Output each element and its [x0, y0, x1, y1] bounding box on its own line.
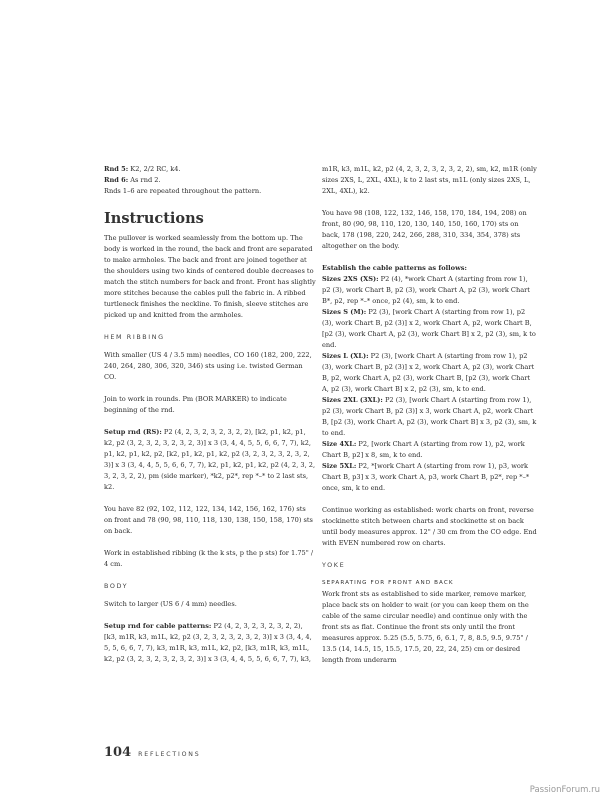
separating-paragraph: Work front sts as established to side marker, remove marker, place back sts on holder to wait (or you can keep them on the cable of the same circular needle) and continue only with the front sts as flat. Continue the front sts only until the front measures approx. 5.25 (5.5, 5.75, 6, 6.1, 7, 8, 8.5, 9.5, 9.75" / 13.5 (14, 14.5, 15, 15.5, 17.5, 20, 22, 24, 25) cm or desired length from underarm — [322, 590, 529, 664]
body-paragraph-1: Switch to larger (US 6 / 4 mm) needles. — [104, 600, 237, 608]
stitch-count-paragraph: You have 98 (108, 122, 132, 146, 158, 170, 184, 194, 208) on front, 80 (90, 98, 110, 120, 130, 140, 150, 160, 170) sts on back, 178 (198, 220, 242, 266, 288, 310, 334, 354, 378) sts altogether on the body. — [322, 209, 527, 250]
repeat-note: Rnds 1–6 are repeated throughout the pattern. — [104, 187, 262, 195]
rnd5-label: Rnd 5: — [104, 165, 129, 173]
rnd6-text: As rnd 2. — [128, 176, 161, 184]
sizes-2xl-instruction — [322, 395, 538, 439]
hem-paragraph-3: You have 82 (92, 102, 112, 122, 134, 142, 156, 162, 176) sts on front and 78 (90, 98, 110, 118, 130, 138, 150, 158, 170) sts on back. — [104, 505, 313, 535]
right-column — [322, 164, 538, 677]
setup-rnd-rs — [104, 427, 316, 493]
establish-heading — [322, 263, 538, 274]
sizes-l-instruction — [322, 351, 538, 395]
sizes-s-label: Sizes S (M): — [322, 308, 367, 316]
sizes-s-instruction — [322, 307, 538, 351]
continued-paragraph: m1R, k3, m1L, k2, p2 (4, 2, 3, 2, 3, 2, 3, 2, 2), sm, k2, m1R (only sizes 2XS, L, 2XL, 4XL), k to 2 last sts, m1L (only sizes 2XS, L, 2XL, 4XL), k2. — [322, 165, 537, 195]
intro-paragraph: The pullover is worked seamlessly from the bottom up. The body is worked in the round, the back and front are separated to make armholes. The back and front are joined together at the shoulders using two kinds of centered double decreases to match the stitch numbers for back and front. Front has slightly more stitches because the cables pull the fabric in. A ribbed turtleneck finishes the neckline. To finish, sleeve stitches are picked up and knitted from the armholes. — [104, 234, 316, 319]
left-column — [104, 164, 316, 676]
rnd5-line — [104, 164, 316, 175]
page-footer — [104, 745, 200, 760]
sizes-2xl-label: Sizes 2XL (3XL): — [322, 396, 383, 404]
watermark: PassionForum.ru — [529, 785, 600, 795]
sizes-2xs-instruction — [322, 274, 538, 307]
setup-rs-label: Setup rnd (RS): — [104, 428, 162, 436]
sizes-2xs-text: P2 (4), *work Chart A (starting from row 1), p2 (3), work Chart B, p2 (3), work Chart A, p2 (3), work Chart B*, p2, rep *–* once, p2 (4), sm, k to end. — [322, 275, 530, 305]
rnd6-label: Rnd 6: — [104, 176, 129, 184]
running-head: REFLECTIONS — [138, 751, 201, 758]
setup-rnd-cable — [104, 621, 316, 665]
sizes-s-text: P2 (3), [work Chart A (starting from row 1), p2 (3), work Chart B, p2 (3)] x 2, work Chart A, p2, work Chart B, [p2 (3), work Chart A, p2 (3), work Chart B] x 2, p2 (3), sm, k to end. — [322, 308, 536, 349]
size-4xl-label: Size 4XL: — [322, 440, 357, 448]
sizes-l-label: Sizes L (XL): — [322, 352, 369, 360]
rnd5-text: K2, 2/2 RC, k4. — [128, 165, 181, 173]
hem-paragraph-1: With smaller (US 4 / 3.5 mm) needles, CO 160 (182, 200, 222, 240, 264, 280, 306, 320, 346) sts using i.e. twisted German CO. — [104, 351, 312, 381]
sizes-2xl-text: P2 (3), [work Chart A (starting from row 1), p2 (3), work Chart B, p2 (3)] x 3, work Chart A, p2, work Chart B, [p2 (3), work Chart A, p2 (3), work Chart B] x 3, p2 (3), sm, k to end. — [322, 396, 537, 437]
setup-cable-text: P2 (4, 2, 3, 2, 3, 2, 3, 2, 2), [k3, m1R, k3, m1L, k2, p2 (3, 2, 3, 2, 3, 2, 3, 2, 3)] x 3 (3, 4, 4, 5, 5, 6, 6, 7, 7), k3, m1R, k3, m1L, k2, p2, [k3, m1R, k3, m1L, k2, p2 (3, 2, 3, 2, 3, 2, 3, 2, 3)] x 3 (3, 4, 4, 5, 5, 6, 6, 7, 7), k3, — [104, 622, 312, 663]
setup-rs-text: P2 (4, 2, 3, 2, 3, 2, 3, 2, 2), [k2, p1, k2, p1, k2, p2 (3, 2, 3, 2, 3, 2, 3, 2, 3)] x 3 (3, 4, 4, 5, 5, 6, 6, 7, 7), k2, p1, k2, p1, k2, p2, [k2, p1, k2, p1, k2, p2 (3, 2, 3, 2, 3, 2, 3, 2, 3)] x 3 (3, 4, 4, 5, 5, 6, 6, 7, 7), k2, p1, k2, p1, k2, p2 (4, 2, 3, 2, 3, 2, 3, 2, 2), pm (side marker), *k2, p2*, rep *–* to 2 last sts, k2. — [104, 428, 316, 491]
yoke-heading: YOKE — [322, 561, 346, 569]
size-4xl-text: P2, [work Chart A (starting from row 1), p2, work Chart B, p2] x 8, sm, k to end. — [322, 440, 525, 459]
size-5xl-label: Size 5XL: — [322, 462, 357, 470]
hem-ribbing-heading: HEM RIBBING — [104, 333, 165, 341]
hem-paragraph-2: Join to work in rounds. Pm (BOR MARKER) to indicate beginning of the rnd. — [104, 395, 287, 414]
body-heading: BODY — [104, 582, 129, 590]
separating-heading: SEPARATING FOR FRONT AND BACK — [322, 580, 454, 586]
hem-paragraph-4: Work in established ribbing (k the k sts, p the p sts) for 1.75" / 4 cm. — [104, 549, 314, 568]
size-5xl-text: P2, *[work Chart A (starting from row 1), p3, work Chart B, p3] x 3, work Chart A, p3, work Chart B, p2*, rep *–* once, sm, k to end. — [322, 462, 530, 492]
size-4xl-instruction — [322, 439, 538, 461]
sizes-2xs-label: Sizes 2XS (XS): — [322, 275, 379, 283]
continue-paragraph: Continue working as established: work charts on front, reverse stockinette stitch between charts and stockinette st on back until body measures approx. 12" / 30 cm from the CO edge. End with EVEN numbered row on charts. — [322, 506, 537, 547]
instructions-heading: Instructions — [104, 210, 204, 227]
sizes-l-text: P2 (3), [work Chart A (starting from row 1), p2 (3), work Chart B, p2 (3)] x 2, work Chart A, p2 (3), work Chart B, p2, work Chart A, p2 (3), work Chart B, [p2 (3), work Chart A, p2 (3), work Chart B] x 2, p2 (3), sm, k to end. — [322, 352, 535, 393]
rnd6-line — [104, 175, 316, 186]
establish-label: Establish the cable patterns as follows: — [322, 264, 467, 272]
size-5xl-instruction — [322, 461, 538, 494]
page-number: 104 — [104, 745, 132, 760]
setup-cable-label: Setup rnd for cable patterns: — [104, 622, 212, 630]
